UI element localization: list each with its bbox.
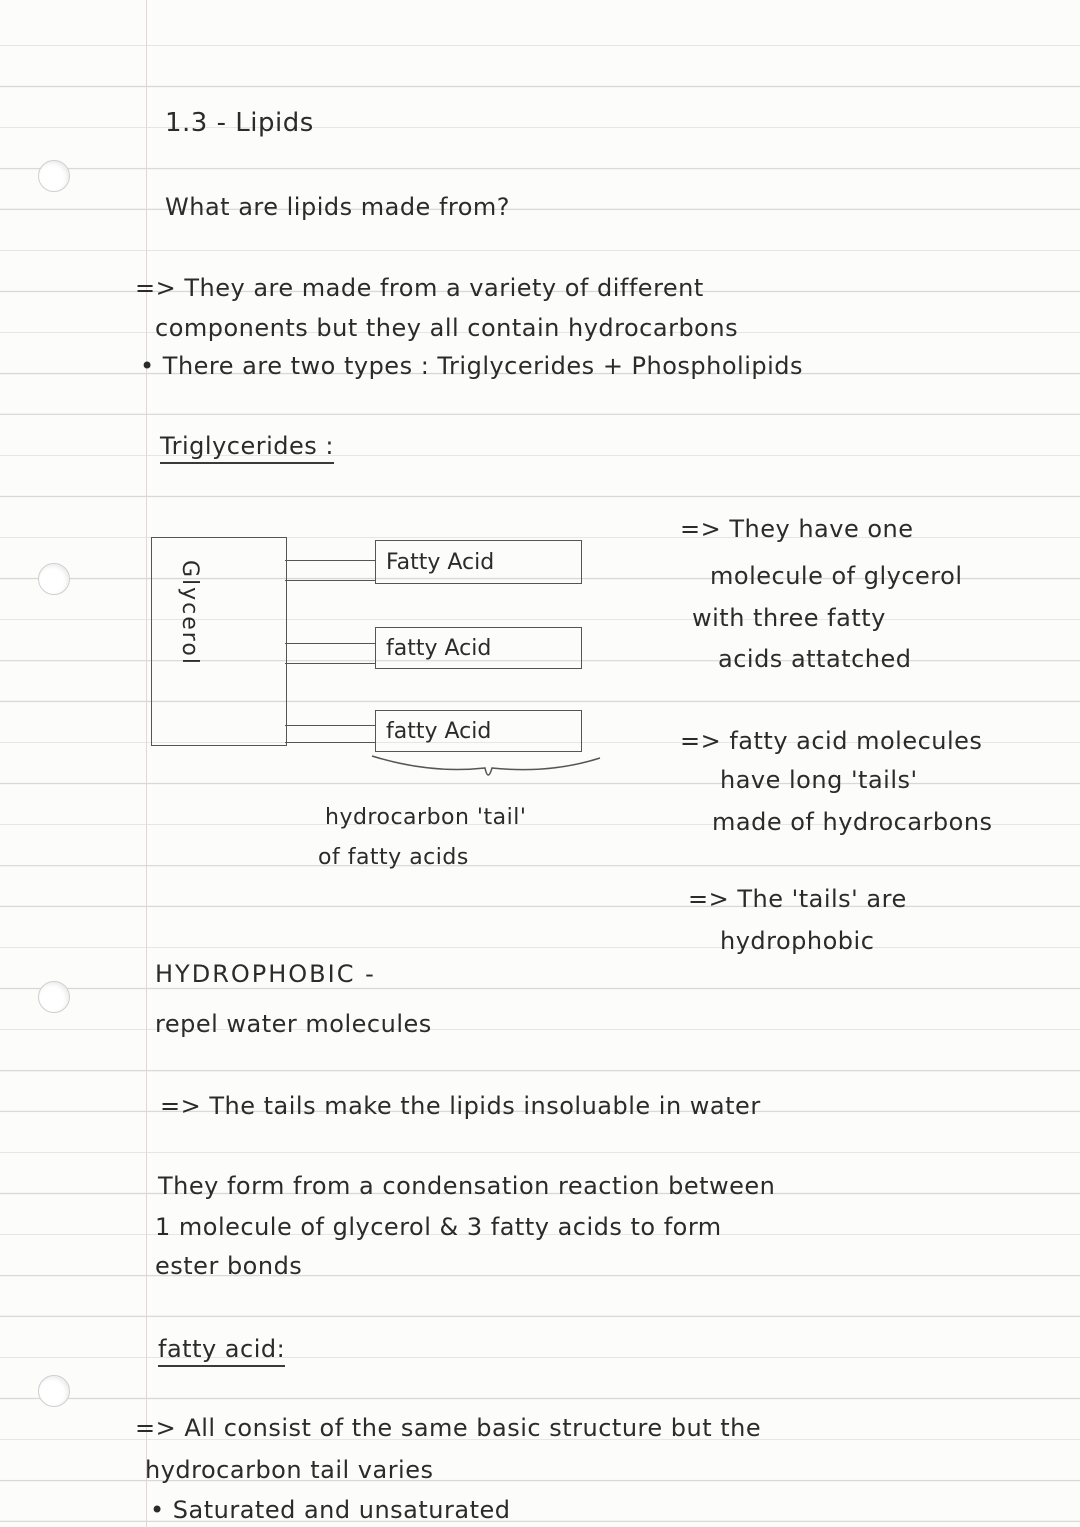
bond-line — [285, 580, 375, 581]
glycerol-label: Glycerol — [177, 560, 202, 666]
fatty-acid-box: fatty Acid — [375, 627, 582, 669]
section-heading-triglycerides: Triglycerides : — [160, 432, 334, 460]
intro-line-3: • There are two types : Triglycerides + Phospholipids — [140, 352, 804, 380]
note-line: hydrophobic — [720, 927, 875, 955]
binder-hole — [38, 160, 70, 192]
fatty-acid-line-3: • Saturated and unsaturated — [150, 1496, 511, 1524]
formation-line-1: They form from a condensation reaction between — [158, 1172, 776, 1200]
glycerol-box — [151, 537, 287, 746]
insoluble-note: => The tails make the lipids insoluable in water — [160, 1092, 761, 1120]
note-line: have long 'tails' — [720, 766, 918, 794]
fatty-acid-box: fatty Acid — [375, 710, 582, 752]
page-title: 1.3 - Lipids — [165, 108, 314, 138]
fatty-acid-line-1: => All consist of the same basic structure but the — [135, 1414, 762, 1442]
note-line: with three fatty — [692, 604, 886, 632]
fatty-acid-box: Fatty Acid — [375, 540, 582, 584]
hydrophobic-definition: repel water molecules — [155, 1010, 432, 1038]
note-line: made of hydrocarbons — [712, 808, 993, 836]
note-line: => The 'tails' are — [688, 885, 907, 913]
formation-line-3: ester bonds — [155, 1252, 303, 1280]
bond-line — [285, 643, 375, 644]
note-line: => fatty acid molecules — [680, 727, 983, 755]
note-line: molecule of glycerol — [710, 562, 963, 590]
binder-hole — [38, 1375, 70, 1407]
bond-line — [285, 560, 375, 561]
formation-line-2: 1 molecule of glycerol & 3 fatty acids to form — [155, 1213, 722, 1241]
tail-caption: hydrocarbon 'tail' — [325, 805, 527, 830]
bond-line — [285, 725, 375, 726]
fatty-acid-line-2: hydrocarbon tail varies — [145, 1456, 434, 1484]
margin-line — [146, 0, 147, 1527]
tail-brace — [370, 750, 605, 790]
tail-caption: of fatty acids — [318, 845, 469, 870]
section-heading-fatty-acid: fatty acid: — [158, 1335, 285, 1363]
hydrophobic-heading: HYDROPHOBIC - — [155, 960, 376, 988]
note-line: acids attatched — [718, 645, 912, 673]
question: What are lipids made from? — [165, 193, 511, 221]
intro-line-2: components but they all contain hydrocarbons — [155, 314, 739, 342]
intro-line-1: => They are made from a variety of different — [135, 274, 704, 302]
binder-hole — [38, 981, 70, 1013]
binder-hole — [38, 563, 70, 595]
bond-line — [285, 742, 375, 743]
bond-line — [285, 663, 375, 664]
note-line: => They have one — [680, 515, 914, 543]
